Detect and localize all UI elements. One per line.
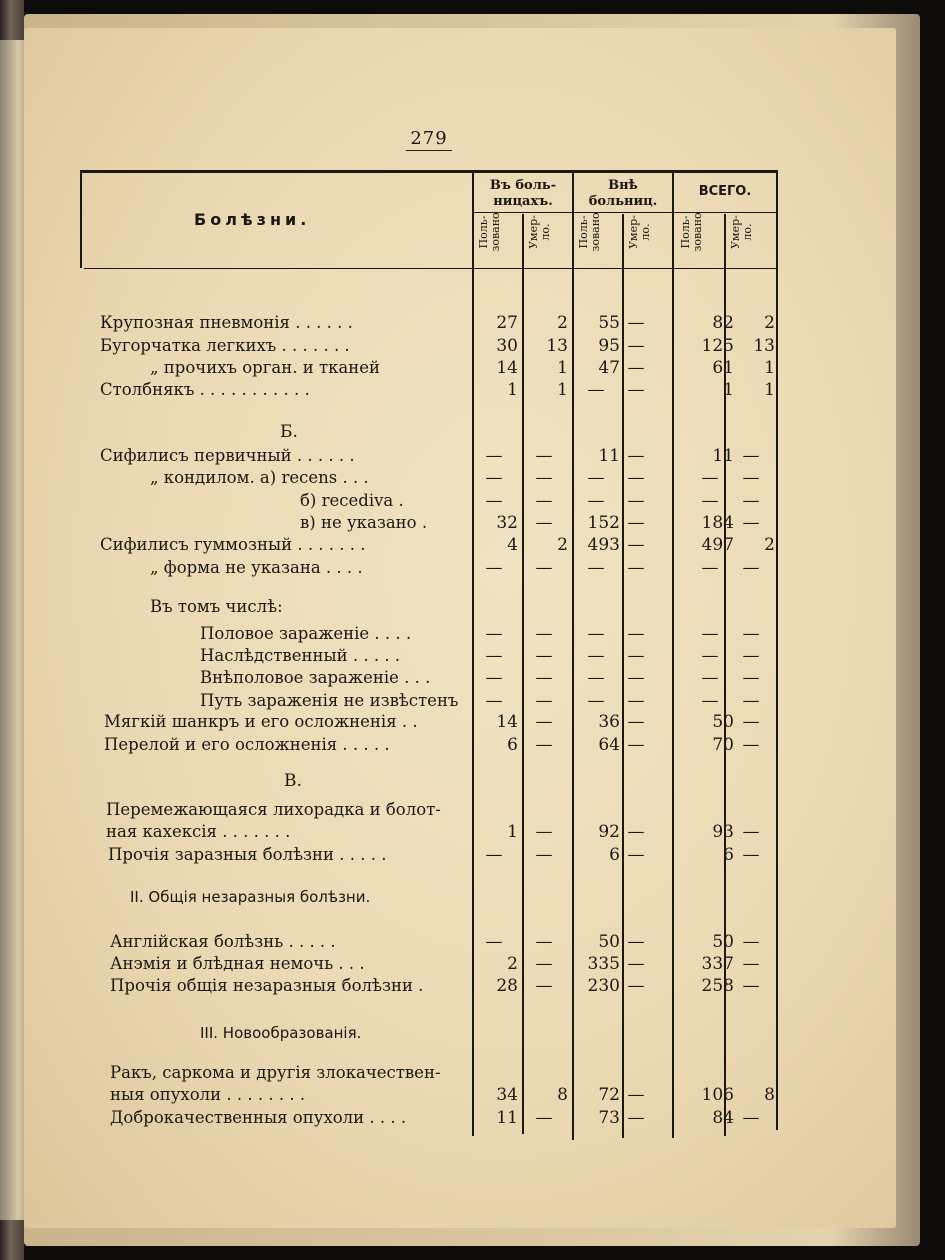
table-cell: — — [535, 491, 553, 511]
table-cell: 13 — [753, 336, 775, 356]
table-cell: 2 — [764, 535, 775, 555]
table-right-border — [776, 172, 778, 1130]
disease-label: „ кондилом. а) recens . . . — [150, 468, 369, 487]
table-cell: 27 — [496, 313, 518, 333]
table-cell: — — [627, 691, 645, 711]
section-heading: III. Новообразованія. — [200, 1024, 362, 1042]
table-cell: 1 — [557, 358, 568, 378]
header-bottom-rule — [84, 268, 778, 269]
table-cell: — — [627, 358, 645, 378]
table-cell: 1 — [557, 380, 568, 400]
table-cell: — — [627, 735, 645, 755]
table-cell: 13 — [546, 336, 568, 356]
table-cell: 152 — [587, 513, 620, 533]
table-cell: — — [701, 624, 719, 644]
table-cell: — — [485, 668, 503, 688]
died-subheader: Умер- ло. — [729, 215, 754, 249]
disease-label: Перелой и его осложненія . . . . . — [104, 735, 390, 754]
table-cell: 497 — [701, 535, 734, 555]
disease-label: Столбнякъ . . . . . . . . . . . — [100, 380, 310, 399]
disease-label: Сифилисъ гуммозный . . . . . . . — [100, 535, 366, 554]
table-cell: — — [535, 558, 553, 578]
table-cell: 106 — [701, 1085, 734, 1105]
table-cell: — — [701, 691, 719, 711]
table-cell: 1 — [723, 380, 734, 400]
disease-label: Въ томъ числѣ: — [150, 597, 283, 616]
table-cell: 493 — [587, 535, 620, 555]
table-cell: 32 — [496, 513, 518, 533]
table-cell: — — [701, 491, 719, 511]
table-cell: — — [485, 691, 503, 711]
table-cell: — — [627, 446, 645, 466]
disease-label: Англійская болѣзнь . . . . . — [110, 932, 336, 951]
disease-label: Ракъ, саркома и другія злокачествен- — [110, 1063, 441, 1082]
table-cell: — — [742, 691, 760, 711]
table-cell: 92 — [598, 822, 620, 842]
table-cell: — — [587, 646, 605, 666]
disease-label: „ прочихъ орган. и тканей — [150, 358, 380, 377]
section-heading: II. Общія незаразныя болѣзни. — [130, 888, 371, 906]
table-cell: — — [742, 468, 760, 488]
table-cell: — — [587, 558, 605, 578]
disease-label: Перемежающаяся лихорадка и болот- — [106, 800, 441, 819]
table-cell: — — [627, 380, 645, 400]
disease-label: Доброкачественныя опухоли . . . . — [110, 1108, 407, 1127]
table-cell: — — [587, 380, 605, 400]
table-cell: — — [485, 646, 503, 666]
table-cell: — — [742, 513, 760, 533]
disease-label: в) не указано . — [300, 513, 428, 532]
table-cell: 337 — [701, 954, 734, 974]
table-cell: — — [535, 735, 553, 755]
table-cell: 28 — [496, 976, 518, 996]
table-cell: 70 — [712, 735, 734, 755]
table-cell: 95 — [598, 336, 620, 356]
table-cell: — — [627, 313, 645, 333]
disease-label: Бугорчатка легкихъ . . . . . . . — [100, 336, 350, 355]
table-cell: — — [627, 1108, 645, 1128]
table-cell: 2 — [764, 313, 775, 333]
table-cell: — — [627, 513, 645, 533]
table-cell: 184 — [701, 513, 734, 533]
disease-label: Прочія заразныя болѣзни . . . . . — [108, 845, 387, 864]
table-cell: — — [535, 668, 553, 688]
table-cell: 2 — [557, 313, 568, 333]
table-cell: 61 — [712, 358, 734, 378]
table-cell: — — [742, 491, 760, 511]
disease-label: Крупозная пневмонія . . . . . . — [100, 313, 353, 332]
table-cell: 6 — [723, 845, 734, 865]
table-cell: — — [485, 491, 503, 511]
table-cell: — — [535, 446, 553, 466]
table-cell: — — [742, 646, 760, 666]
table-cell: — — [627, 822, 645, 842]
table-cell: — — [535, 976, 553, 996]
table-left-border — [80, 172, 82, 268]
table-cell: — — [742, 932, 760, 952]
table-cell: 2 — [507, 954, 518, 974]
table-cell: — — [742, 1108, 760, 1128]
table-cell: — — [485, 845, 503, 865]
table-cell: — — [627, 954, 645, 974]
table-cell: 1 — [764, 358, 775, 378]
table-cell: 6 — [507, 735, 518, 755]
table-cell: — — [627, 1085, 645, 1105]
table-cell: 50 — [598, 932, 620, 952]
diseases-column-header: Болѣзни. — [194, 210, 311, 229]
table-cell: — — [587, 491, 605, 511]
table-cell: — — [627, 535, 645, 555]
table-cell: — — [535, 712, 553, 732]
page-number: 279 — [406, 128, 452, 151]
disease-label: „ форма не указана . . . . — [150, 558, 363, 577]
table-cell: 11 — [598, 446, 620, 466]
table-cell: 2 — [557, 535, 568, 555]
table-cell: 230 — [587, 976, 620, 996]
table-cell: 82 — [712, 313, 734, 333]
table-cell: 73 — [598, 1108, 620, 1128]
table-cell: — — [627, 845, 645, 865]
table-cell: 14 — [496, 712, 518, 732]
table-cell: — — [587, 468, 605, 488]
died-subheader: Умер- ло. — [627, 215, 652, 249]
table-cell: 50 — [712, 712, 734, 732]
table-cell: — — [535, 624, 553, 644]
section-heading: Б. — [280, 422, 298, 442]
table-cell: 1 — [507, 380, 518, 400]
table-cell: — — [742, 822, 760, 842]
table-cell: 55 — [598, 313, 620, 333]
table-cell: — — [701, 646, 719, 666]
table-cell: — — [485, 446, 503, 466]
table-cell: 36 — [598, 712, 620, 732]
disease-label: Путь зараженія не извѣстенъ — [200, 691, 459, 710]
table-cell: — — [627, 624, 645, 644]
table-cell: — — [742, 446, 760, 466]
in-hospitals-header: Въ боль- ницахъ. — [489, 178, 557, 209]
table-cell: — — [485, 624, 503, 644]
table-cell: — — [587, 668, 605, 688]
table-cell: 47 — [598, 358, 620, 378]
table-cell: 11 — [712, 446, 734, 466]
table-cell: — — [701, 558, 719, 578]
table-cell: — — [535, 691, 553, 711]
table-cell: 125 — [701, 336, 734, 356]
table-cell: 4 — [507, 535, 518, 555]
table-cell: 8 — [764, 1085, 775, 1105]
table-cell: — — [742, 668, 760, 688]
table-cell: — — [627, 336, 645, 356]
table-cell: — — [627, 932, 645, 952]
table-cell: 34 — [496, 1085, 518, 1105]
disease-label: ная кахексія . . . . . . . — [106, 822, 291, 841]
disease-label: Мягкій шанкръ и его осложненія . . — [104, 712, 418, 731]
table-cell: — — [535, 822, 553, 842]
table-cell: — — [742, 735, 760, 755]
table-cell: 14 — [496, 358, 518, 378]
table-cell: — — [742, 624, 760, 644]
table-cell: 64 — [598, 735, 620, 755]
treated-subheader: Поль- зовано — [477, 212, 502, 252]
table-cell: — — [742, 954, 760, 974]
treated-subheader: Поль- зовано — [679, 212, 704, 252]
table-cell: — — [485, 932, 503, 952]
table-cell: — — [535, 932, 553, 952]
disease-label: Внѣполовое зараженіе . . . — [200, 668, 431, 687]
disease-label: Анэмія и блѣдная немочь . . . — [110, 954, 365, 973]
table-cell: 1 — [764, 380, 775, 400]
table-cell: 30 — [496, 336, 518, 356]
table-cell: 11 — [496, 1108, 518, 1128]
table-cell: — — [627, 468, 645, 488]
table-cell: — — [627, 646, 645, 666]
disease-label: б) recediva . — [300, 491, 404, 510]
table-cell: — — [742, 558, 760, 578]
table-cell: — — [701, 468, 719, 488]
table-cell: 93 — [712, 822, 734, 842]
table-cell: — — [535, 1108, 553, 1128]
table-cell: 8 — [557, 1085, 568, 1105]
table-cell: — — [587, 691, 605, 711]
section-heading: В. — [284, 771, 302, 791]
table-cell: — — [535, 845, 553, 865]
total-header: ВСЕГО. — [698, 184, 752, 199]
disease-label: Половое зараженіе . . . . — [200, 624, 412, 643]
table-cell: — — [587, 624, 605, 644]
table-cell: — — [742, 845, 760, 865]
disease-label: ныя опухоли . . . . . . . . — [110, 1085, 306, 1104]
treated-subheader: Поль- зовано — [577, 212, 602, 252]
table-cell: — — [627, 491, 645, 511]
table-cell: — — [742, 976, 760, 996]
facing-page-edge — [0, 40, 26, 1220]
table-cell: — — [485, 468, 503, 488]
table-cell: — — [742, 712, 760, 732]
table-cell: 335 — [587, 954, 620, 974]
table-cell: — — [535, 646, 553, 666]
disease-label: Прочія общія незаразныя болѣзни . — [110, 976, 424, 995]
disease-label: Наслѣдственный . . . . . — [200, 646, 401, 665]
table-cell: — — [535, 513, 553, 533]
table-cell: 84 — [712, 1108, 734, 1128]
table-cell: — — [535, 468, 553, 488]
table-cell: 1 — [507, 822, 518, 842]
table-cell: 258 — [701, 976, 734, 996]
table-cell: — — [627, 558, 645, 578]
disease-label: Сифилисъ первичный . . . . . . — [100, 446, 355, 465]
table-cell: — — [627, 668, 645, 688]
died-subheader: Умер- ло. — [527, 215, 552, 249]
table-cell: 6 — [609, 845, 620, 865]
table-cell: — — [627, 712, 645, 732]
table-cell: 50 — [712, 932, 734, 952]
table-cell: 72 — [598, 1085, 620, 1105]
table-cell: — — [485, 558, 503, 578]
table-cell: — — [627, 976, 645, 996]
outside-hospitals-header: Внѣ больниц. — [588, 178, 658, 209]
table-cell: — — [535, 954, 553, 974]
table-cell: — — [701, 668, 719, 688]
